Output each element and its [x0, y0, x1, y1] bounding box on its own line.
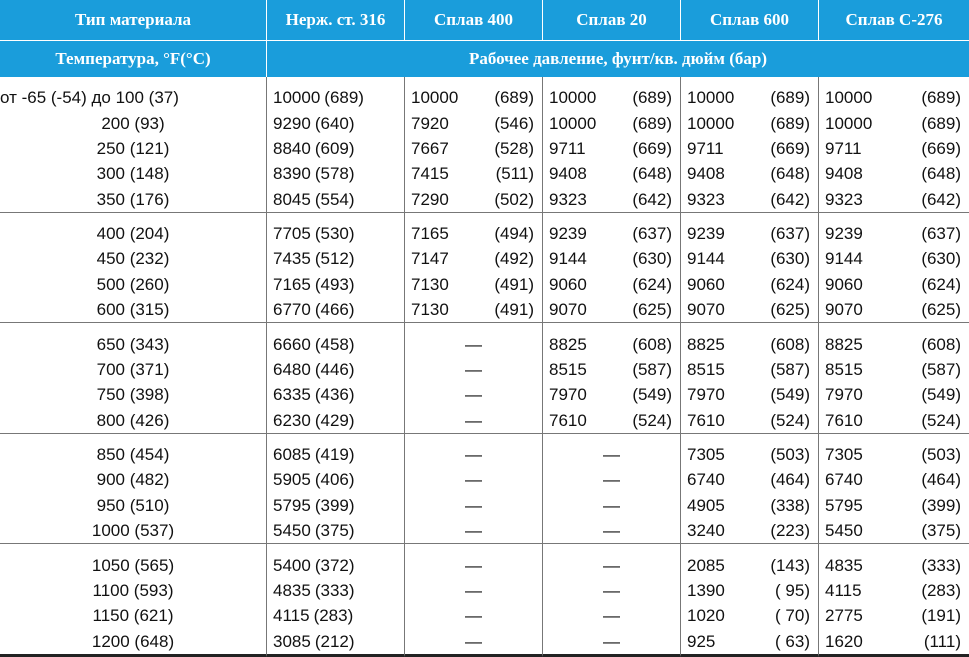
group-spacer — [0, 323, 969, 331]
temperature-cell: 500 (260) — [96, 274, 170, 294]
table-row — [0, 467, 969, 492]
pressure-value: 8515 (587) — [549, 359, 672, 379]
pressure-cell — [266, 221, 404, 246]
pressure-value: 4115 (283) — [825, 580, 961, 600]
pressure-value: 7435 (512) — [273, 249, 355, 269]
pressure-cell — [818, 518, 969, 544]
pressure-cell — [818, 603, 969, 628]
not-applicable-dash: — — [465, 359, 482, 379]
pressure-cell — [266, 186, 404, 212]
pressure-cell — [818, 467, 969, 492]
pressure-value: 8825 (608) — [825, 334, 961, 354]
pressure-value: 3085 (212) — [273, 631, 355, 651]
not-applicable-dash: — — [603, 495, 620, 515]
header-row-materials — [0, 0, 969, 41]
temperature-cell: 1150 (621) — [92, 606, 174, 626]
spacer-cell — [0, 323, 266, 331]
pressure-value: 7130 (491) — [411, 300, 534, 320]
pressure-value: 7610 (524) — [687, 410, 810, 430]
not-applicable-dash: — — [465, 631, 482, 651]
not-applicable-dash: — — [465, 385, 482, 405]
pressure-value: 9323 (642) — [825, 189, 961, 209]
pressure-value: 7165 (494) — [411, 224, 534, 244]
pressure-cell — [542, 221, 680, 246]
pressure-cell — [404, 272, 542, 297]
pressure-cell — [266, 85, 404, 110]
table-row — [0, 221, 969, 246]
pressure-value: 8840 (609) — [273, 138, 355, 158]
pressure-cell — [542, 85, 680, 110]
pressure-value: 4905 (338) — [687, 495, 810, 515]
pressure-cell — [680, 246, 818, 271]
pressure-cell — [680, 297, 818, 323]
pressure-cell — [542, 442, 680, 467]
table-row — [0, 603, 969, 628]
pressure-cell — [818, 161, 969, 186]
table-row — [0, 493, 969, 518]
temperature-cell: 450 (232) — [96, 249, 170, 269]
pressure-cell — [266, 603, 404, 628]
pressure-cell — [818, 221, 969, 246]
group-spacer — [0, 544, 969, 552]
spacer-cell — [542, 213, 680, 221]
table-row — [0, 357, 969, 382]
pressure-cell — [680, 136, 818, 161]
spacer-cell — [404, 434, 542, 442]
pressure-cell — [542, 552, 680, 577]
not-applicable-dash: — — [603, 580, 620, 600]
pressure-cell — [680, 272, 818, 297]
pressure-cell — [542, 136, 680, 161]
header-alloy400: Сплав 400 — [404, 0, 542, 41]
table-row — [0, 85, 969, 110]
temperature-cell: 650 (343) — [96, 334, 170, 354]
pressure-cell — [266, 442, 404, 467]
pressure-cell — [680, 221, 818, 246]
pressure-value: 9290 (640) — [273, 113, 355, 133]
spacer-cell — [818, 434, 969, 442]
pressure-cell — [266, 297, 404, 323]
pressure-cell — [542, 578, 680, 603]
pressure-value: 7147 (492) — [411, 249, 534, 269]
pressure-value: 6085 (419) — [273, 445, 355, 465]
table-row — [0, 161, 969, 186]
pressure-value: 9408 (648) — [549, 164, 672, 184]
pressure-cell — [266, 628, 404, 657]
pressure-cell — [818, 357, 969, 382]
pressure-value: 7920 (546) — [411, 113, 534, 133]
pressure-value: 9144 (630) — [549, 249, 672, 269]
spacer-cell — [680, 323, 818, 331]
pressure-cell — [404, 628, 542, 657]
pressure-cell — [680, 382, 818, 407]
pressure-cell — [266, 246, 404, 271]
pressure-value: 8045 (554) — [273, 189, 355, 209]
spacer-cell — [266, 544, 404, 552]
pressure-cell — [680, 331, 818, 356]
pressure-cell — [404, 552, 542, 577]
pressure-cell — [266, 272, 404, 297]
spacer-cell — [404, 323, 542, 331]
pressure-value: 6335 (436) — [273, 385, 355, 405]
header-material-type: Тип материала — [0, 0, 266, 41]
header-ss316: Нерж. ст. 316 — [266, 0, 404, 41]
pressure-value: 5905 (406) — [273, 470, 355, 490]
pressure-value: 10000 (689) — [825, 88, 961, 108]
pressure-cell — [542, 110, 680, 135]
pressure-cell — [404, 110, 542, 135]
pressure-cell — [680, 552, 818, 577]
pressure-cell — [266, 552, 404, 577]
spacer-cell — [542, 544, 680, 552]
pressure-value: 5795 (399) — [825, 495, 961, 515]
pressure-value: 10000 (689) — [687, 88, 810, 108]
table-row — [0, 272, 969, 297]
pressure-cell — [542, 467, 680, 492]
pressure-cell — [542, 407, 680, 433]
pressure-cell — [404, 85, 542, 110]
pressure-cell — [680, 357, 818, 382]
pressure-value: 7970 (549) — [825, 385, 961, 405]
pressure-cell — [542, 603, 680, 628]
header-alloy600: Сплав 600 — [680, 0, 818, 41]
spacer-cell — [818, 77, 969, 85]
spacer-cell — [542, 323, 680, 331]
pressure-value: 9323 (642) — [687, 189, 810, 209]
pressure-cell — [266, 161, 404, 186]
pressure-cell — [404, 518, 542, 544]
temperature-cell: 1000 (537) — [0, 518, 266, 544]
pressure-value: 4835 (333) — [825, 555, 961, 575]
pressure-cell — [404, 246, 542, 271]
pressure-cell — [404, 382, 542, 407]
not-applicable-dash: — — [465, 555, 482, 575]
pressure-cell — [542, 518, 680, 544]
pressure-cell — [266, 136, 404, 161]
header-alloy-c276: Сплав C-276 — [818, 0, 969, 41]
pressure-value: 7165 (493) — [273, 274, 355, 294]
pressure-value: 6480 (446) — [273, 359, 355, 379]
pressure-cell — [266, 578, 404, 603]
pressure-cell — [818, 442, 969, 467]
not-applicable-dash: — — [465, 495, 482, 515]
pressure-value: 9323 (642) — [549, 189, 672, 209]
spacer-cell — [680, 434, 818, 442]
temperature-cell: 700 (371) — [96, 359, 170, 379]
pressure-cell — [680, 442, 818, 467]
table-row — [0, 331, 969, 356]
pressure-cell — [680, 628, 818, 657]
pressure-cell — [404, 442, 542, 467]
pressure-cell — [542, 628, 680, 657]
pressure-value: 6230 (429) — [273, 410, 355, 430]
temperature-cell: 850 (454) — [96, 445, 170, 465]
table-row — [0, 382, 969, 407]
not-applicable-dash: — — [465, 410, 482, 430]
pressure-value: 10000 (689) — [549, 113, 672, 133]
spacer-cell — [266, 213, 404, 221]
temperature-cell: 300 (148) — [96, 164, 170, 184]
pressure-cell — [818, 110, 969, 135]
pressure-cell — [404, 357, 542, 382]
pressure-value: 1390 ( 95) — [687, 580, 810, 600]
spacer-cell — [680, 213, 818, 221]
pressure-cell — [818, 297, 969, 323]
table-row — [0, 297, 969, 323]
pressure-value: 8390 (578) — [273, 164, 355, 184]
pressure-value: 7667 (528) — [411, 138, 534, 158]
pressure-cell — [404, 221, 542, 246]
spacer-cell — [404, 544, 542, 552]
pressure-value: 9070 (625) — [549, 300, 672, 320]
table-row — [0, 407, 969, 433]
pressure-value: 9144 (630) — [825, 249, 961, 269]
pressure-value: 9060 (624) — [549, 274, 672, 294]
not-applicable-dash: — — [603, 606, 620, 626]
pressure-value: 7130 (491) — [411, 274, 534, 294]
pressure-cell — [404, 407, 542, 433]
header-temperature: Температура, °F(°C) — [0, 41, 266, 77]
pressure-cell — [266, 357, 404, 382]
pressure-value: 9239 (637) — [549, 224, 672, 244]
pressure-cell — [680, 407, 818, 433]
pressure-value: 5400 (372) — [273, 555, 355, 575]
not-applicable-dash: — — [465, 470, 482, 490]
spacer-cell — [680, 544, 818, 552]
pressure-cell — [818, 186, 969, 212]
pressure-value: 10000 (689) — [549, 88, 672, 108]
pressure-value: 2775 (191) — [825, 606, 961, 626]
pressure-cell — [404, 331, 542, 356]
pressure-value: 6740 (464) — [687, 470, 810, 490]
header-working-pressure: Рабочее давление, фунт/кв. дюйм (бар) — [266, 41, 969, 77]
not-applicable-dash: — — [603, 470, 620, 490]
pressure-cell — [818, 382, 969, 407]
table-row — [0, 518, 969, 544]
group-spacer — [0, 213, 969, 221]
pressure-cell — [404, 493, 542, 518]
pressure-cell — [818, 552, 969, 577]
spacer-cell — [818, 213, 969, 221]
pressure-value: 9711 (669) — [825, 138, 961, 158]
table-row — [0, 552, 969, 577]
pressure-cell — [818, 272, 969, 297]
table-row — [0, 136, 969, 161]
pressure-value: 9239 (637) — [825, 224, 961, 244]
table-header — [0, 0, 969, 77]
pressure-value: 925 ( 63) — [687, 631, 810, 651]
pressure-value: 7705 (530) — [273, 224, 355, 244]
temperature-cell: 1050 (565) — [91, 555, 175, 575]
pressure-cell — [266, 518, 404, 544]
pressure-value: 9711 (669) — [549, 138, 672, 158]
header-row-units — [0, 41, 969, 77]
temperature-cell: 800 (426) — [0, 407, 266, 433]
pressure-cell — [266, 110, 404, 135]
group-spacer — [0, 77, 969, 85]
pressure-value: 8825 (608) — [549, 334, 672, 354]
pressure-cell — [266, 493, 404, 518]
pressure-cell — [680, 186, 818, 212]
table-body — [0, 77, 969, 657]
not-applicable-dash: — — [465, 334, 482, 354]
temperature-cell: 950 (510) — [96, 495, 170, 515]
pressure-value: 9711 (669) — [687, 138, 810, 158]
pressure-value: 7415 (511) — [411, 164, 534, 184]
pressure-cell — [266, 331, 404, 356]
pressure-cell — [818, 136, 969, 161]
pressure-cell — [404, 161, 542, 186]
pressure-value: 8825 (608) — [687, 334, 810, 354]
pressure-cell — [542, 493, 680, 518]
pressure-value: 9060 (624) — [825, 274, 961, 294]
spacer-cell — [404, 77, 542, 85]
pressure-cell — [266, 407, 404, 433]
pressure-cell — [818, 578, 969, 603]
table-row — [0, 246, 969, 271]
pressure-value: 10000 (689) — [687, 113, 810, 133]
pressure-value: 9408 (648) — [825, 164, 961, 184]
not-applicable-dash: — — [603, 445, 620, 465]
pressure-cell — [404, 136, 542, 161]
pressure-value: 5450 (375) — [825, 521, 961, 541]
pressure-cell — [680, 603, 818, 628]
pressure-cell — [818, 628, 969, 657]
pressure-value: 1020 ( 70) — [687, 606, 810, 626]
not-applicable-dash: — — [603, 521, 620, 541]
temperature-cell: 750 (398) — [96, 385, 170, 405]
pressure-cell — [542, 297, 680, 323]
pressure-cell — [818, 407, 969, 433]
pressure-value: 10000 (689) — [411, 88, 534, 108]
pressure-value: 5450 (375) — [273, 521, 355, 541]
spacer-cell — [542, 77, 680, 85]
table-row — [0, 110, 969, 135]
not-applicable-dash: — — [465, 580, 482, 600]
pressure-cell — [404, 603, 542, 628]
pressure-cell — [680, 110, 818, 135]
pressure-value: 7610 (524) — [825, 410, 961, 430]
pressure-value: 6770 (466) — [273, 300, 355, 320]
table-row — [0, 442, 969, 467]
pressure-cell — [266, 382, 404, 407]
not-applicable-dash: — — [465, 521, 482, 541]
spacer-cell — [0, 544, 266, 552]
pressure-cell — [404, 578, 542, 603]
spacer-cell — [818, 323, 969, 331]
pressure-cell — [680, 467, 818, 492]
not-applicable-dash: — — [465, 606, 482, 626]
pressure-value: 9070 (625) — [825, 300, 961, 320]
pressure-value: 10000 (689) — [273, 88, 364, 108]
pressure-cell — [680, 518, 818, 544]
pressure-cell — [818, 331, 969, 356]
pressure-value: 4835 (333) — [273, 580, 355, 600]
pressure-value: 7290 (502) — [411, 189, 534, 209]
temperature-cell: от -65 (-54) до 100 (37) — [0, 88, 179, 108]
spacer-cell — [0, 434, 266, 442]
pressure-value: 6740 (464) — [825, 470, 961, 490]
pressure-cell — [542, 382, 680, 407]
spacer-cell — [680, 77, 818, 85]
pressure-value: 9408 (648) — [687, 164, 810, 184]
pressure-value: 7970 (549) — [687, 385, 810, 405]
temperature-cell: 1100 (593) — [92, 580, 174, 600]
pressure-cell — [542, 246, 680, 271]
pressure-cell — [542, 331, 680, 356]
pressure-value: 3240 (223) — [687, 521, 810, 541]
temperature-cell: 600 (315) — [0, 297, 266, 323]
pressure-value: 2085 (143) — [687, 555, 810, 575]
table-row — [0, 186, 969, 212]
pressure-value: 6660 (458) — [273, 334, 355, 354]
pressure-cell — [680, 85, 818, 110]
pressure-cell — [404, 186, 542, 212]
spacer-cell — [266, 434, 404, 442]
spacer-cell — [0, 77, 266, 85]
pressure-cell — [680, 578, 818, 603]
pressure-value: 8515 (587) — [825, 359, 961, 379]
not-applicable-dash: — — [465, 445, 482, 465]
header-alloy20: Сплав 20 — [542, 0, 680, 41]
spacer-cell — [542, 434, 680, 442]
pressure-cell — [818, 246, 969, 271]
pressure-value: 10000 (689) — [825, 113, 961, 133]
pressure-value: 7970 (549) — [549, 385, 672, 405]
pressure-cell — [404, 467, 542, 492]
pressure-cell — [818, 85, 969, 110]
pressure-value: 9144 (630) — [687, 249, 810, 269]
pressure-cell — [542, 272, 680, 297]
pressure-cell — [404, 297, 542, 323]
pressure-value: 4115 (283) — [273, 606, 354, 626]
pressure-value: 7305 (503) — [825, 445, 961, 465]
pressure-cell — [266, 467, 404, 492]
temperature-cell: 250 (121) — [96, 138, 170, 158]
not-applicable-dash: — — [603, 631, 620, 651]
temperature-cell: 400 (204) — [96, 224, 170, 244]
pressure-value: 9070 (625) — [687, 300, 810, 320]
pressure-value: 9060 (624) — [687, 274, 810, 294]
temperature-cell: 900 (482) — [96, 470, 170, 490]
pressure-cell — [542, 186, 680, 212]
group-spacer — [0, 434, 969, 442]
temperature-cell: 200 (93) — [101, 113, 165, 133]
spacer-cell — [818, 544, 969, 552]
spacer-cell — [266, 77, 404, 85]
not-applicable-dash: — — [603, 555, 620, 575]
spacer-cell — [266, 323, 404, 331]
pressure-cell — [680, 161, 818, 186]
pressure-value: 8515 (587) — [687, 359, 810, 379]
pressure-value: 1620 (111) — [825, 631, 961, 651]
pressure-value: 7305 (503) — [687, 445, 810, 465]
spacer-cell — [0, 213, 266, 221]
spacer-cell — [404, 213, 542, 221]
temperature-cell: 1200 (648) — [0, 628, 266, 657]
pressure-cell — [542, 161, 680, 186]
pressure-value: 5795 (399) — [273, 495, 355, 515]
pressure-value: 9239 (637) — [687, 224, 810, 244]
table-row — [0, 578, 969, 603]
pressure-value: 7610 (524) — [549, 410, 672, 430]
temperature-cell: 350 (176) — [0, 186, 266, 212]
pressure-cell — [542, 357, 680, 382]
pressure-cell — [680, 493, 818, 518]
pressure-cell — [818, 493, 969, 518]
table-row — [0, 628, 969, 657]
